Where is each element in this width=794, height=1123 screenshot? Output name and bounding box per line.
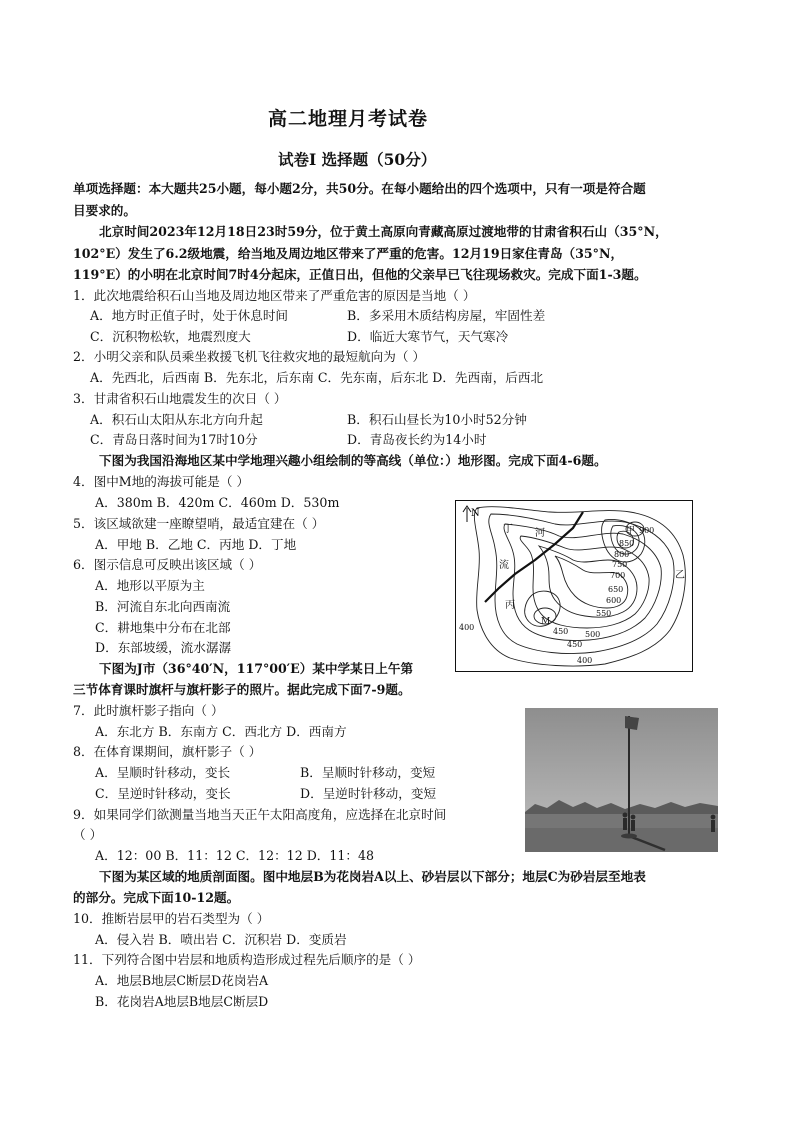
contour-label-800: 800 — [614, 550, 630, 559]
label-ding: 丁 — [503, 524, 513, 535]
contour-label-650: 650 — [608, 585, 624, 594]
contour-label-400-west: 400 — [459, 623, 475, 632]
contour-label-600: 600 — [606, 596, 622, 605]
instructions-line-1: 单项选择题：本大题共25小题，每小题2分，共50分。在每小题给出的四个选项中，只有一项是符合题 — [73, 181, 646, 196]
q1-option-c: C．沉积物松软，地震烈度大 — [90, 329, 251, 344]
q8-option-a: A．呈顺时针移动，变长 — [95, 765, 231, 780]
q5-stem: 5．该区域欲建一座瞭望哨，最适宜建在（ ） — [73, 516, 325, 531]
passage2: 下图为我国沿海地区某中学地理兴趣小组绘制的等高线（单位：）地形图。完成下面4-6题。 — [99, 453, 607, 468]
passage1-line-2: 102°E）发生了6.2级地震，给当地及周边地区带来了严重的危害。12月19日家住青岛（35°N， — [73, 246, 624, 261]
q10-stem: 10．推断岩层甲的岩石类型为（ ） — [73, 911, 270, 926]
q3-stem: 3．甘肃省积石山地震发生的次日（ ） — [73, 391, 287, 406]
label-bing: 丙 — [505, 600, 515, 611]
q8-option-b: B．呈顺时针移动，变短 — [300, 765, 436, 780]
q4-options: A．380m B．420m C．460m D．530m — [95, 495, 340, 510]
contour-map — [455, 500, 693, 672]
passage3-line-1: 下图为J市（36°40′N，117°00′E）某中学某日上午第 — [99, 661, 414, 676]
label-he: 河 — [535, 528, 545, 539]
label-m: M — [541, 617, 551, 627]
label-liu: 流 — [499, 560, 509, 571]
q4-stem: 4．图中M地的海拔可能是（ ） — [73, 474, 250, 489]
q2-stem: 2．小明父亲和队员乘坐救援飞机飞往救灾地的最短航向为（ ） — [73, 349, 426, 364]
q5-options: A．甲地 B．乙地 C．丙地 D．丁地 — [95, 537, 297, 552]
q10-options: A．侵入岩 B．喷出岩 C．沉积岩 D．变质岩 — [95, 932, 347, 947]
q1-stem: 1．此次地震给积石山当地及周边地区带来了严重危害的原因是当地（ ） — [73, 288, 476, 303]
q6-option-c: C．耕地集中分布在北部 — [95, 620, 231, 635]
q8-option-d: D．呈逆时针移动，变短 — [300, 786, 437, 801]
q6-option-d: D．东部坡缓，流水潺潺 — [95, 640, 232, 655]
label-yi: 乙 — [675, 570, 685, 581]
page-title: 高二地理月考试卷 — [268, 108, 429, 130]
flagpole-photo — [525, 708, 718, 852]
q9-paren: （ ） — [73, 827, 103, 842]
q7-stem: 7．此时旗杆影子指向（ ） — [73, 703, 224, 718]
contour-label-450-m: 450 — [553, 627, 569, 636]
q1-option-b: B．多采用木质结构房屋，牢固性差 — [347, 308, 546, 323]
q11-option-a: A．地层B地层C断层D花岗岩A — [95, 973, 269, 988]
passage4-line-2: 的部分。完成下面10-12题。 — [73, 890, 240, 905]
passage4-line-1: 下图为某区域的地质剖面图。图中地层B为花岗岩A以上、砂岩层以下部分；地层C为砂岩层至地表 — [99, 869, 646, 884]
q1-option-a: A．地方时正值子时，处于休息时间 — [90, 308, 289, 323]
q8-option-c: C．呈逆时针移动，变长 — [95, 786, 231, 801]
contour-label-750: 750 — [612, 560, 628, 569]
q11-option-b: B．花岗岩A地层B地层C断层D — [95, 994, 269, 1009]
q6-stem: 6．图示信息可反映出该区域（ ） — [73, 557, 262, 572]
q6-option-b: B．河流自东北向西南流 — [95, 599, 231, 614]
north-label: N — [471, 508, 480, 519]
q6-option-a: A．地形以平原为主 — [95, 578, 205, 593]
q3-option-b: B．积石山昼长为10小时52分钟 — [347, 412, 527, 427]
q3-option-d: D．青岛夜长约为14小时 — [347, 432, 487, 447]
contour-label-700: 700 — [610, 571, 626, 580]
q8-stem: 8．在体育课期间，旗杆影子（ ） — [73, 744, 262, 759]
contour-label-550: 550 — [596, 609, 612, 618]
q9-options: A．12：00 B．11：12 C．12：12 D．11：48 — [95, 848, 375, 863]
contour-label-450: 450 — [567, 640, 583, 649]
instructions-line-2: 目要求的。 — [73, 203, 136, 218]
contour-label-900: 900 — [639, 526, 655, 535]
section-title: 试卷Ⅰ 选择题（50分） — [278, 150, 437, 169]
q9-stem: 9．如果同学们欲测量当地当天正午太阳高度角，应选择在北京时间 — [73, 807, 447, 822]
q7-options: A．东北方 B．东南方 C．西北方 D．西南方 — [95, 724, 347, 739]
contour-label-400-south: 400 — [577, 656, 593, 665]
passage3-line-2: 三节体育课时旗杆与旗杆影子的照片。据此完成下面7-9题。 — [73, 682, 411, 697]
contour-label-500: 500 — [585, 630, 601, 639]
passage1-line-1: 北京时间2023年12月18日23时59分，位于黄土高原向青藏高原过渡地带的甘肃省积石山（35°N， — [99, 224, 668, 239]
q3-option-a: A．积石山太阳从东北方向升起 — [90, 412, 263, 427]
passage1-line-3: 119°E）的小明在北京时间7时4分起床，正值日出，但他的父亲早已飞往现场救灾。完成下面1-3题。 — [73, 267, 647, 282]
q3-option-c: C．青岛日落时间为17时10分 — [90, 432, 258, 447]
q2-options: A．先西北，后西南 B．先东北，后东南 C．先东南，后东北 D．先西南，后西北 — [90, 370, 544, 385]
q11-stem: 11．下列符合图中岩层和地质构造形成过程先后顺序的是（ ） — [73, 952, 421, 967]
label-jia: 甲 — [626, 526, 636, 536]
contour-label-850: 850 — [619, 539, 635, 548]
q1-option-d: D．临近大寒节气，天气寒冷 — [347, 329, 509, 344]
